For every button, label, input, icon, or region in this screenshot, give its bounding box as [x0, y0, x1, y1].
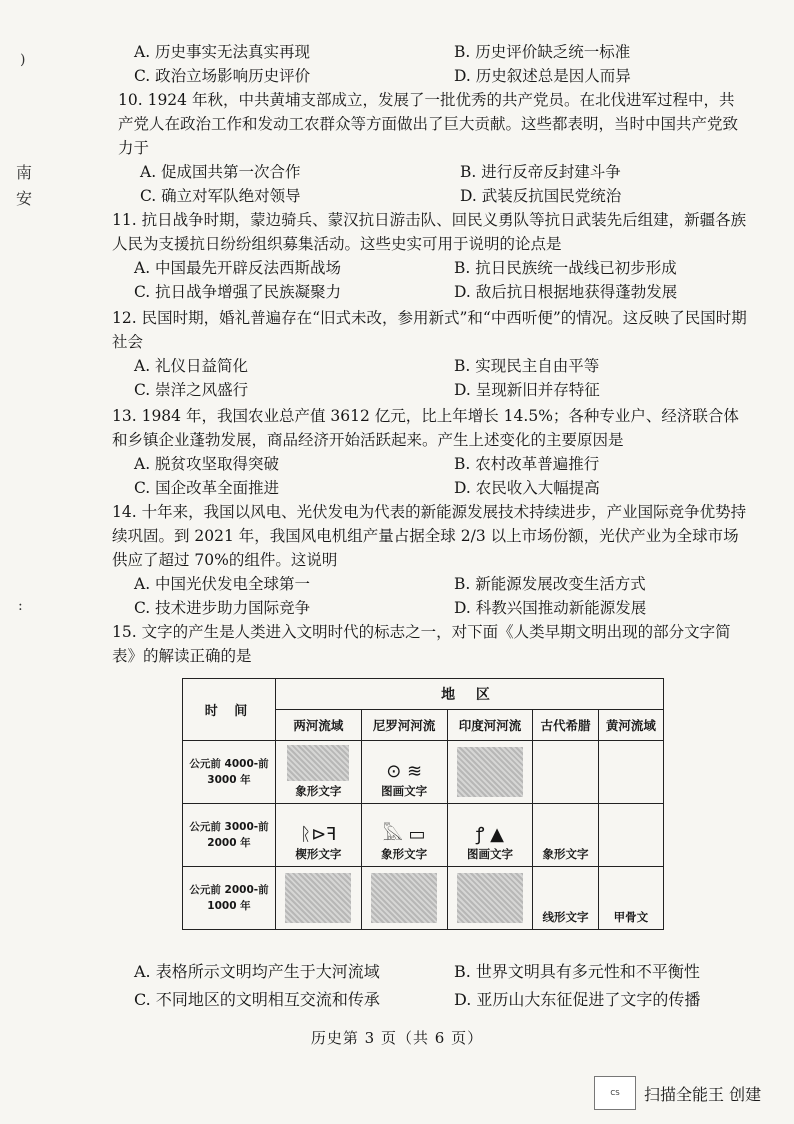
table-time-header: 时 间 [183, 679, 276, 741]
q12-stem: 12. 民国时期，婚礼普遍存在“旧式未改，参用新式”和“中西听便”的情况。这反映了民国时期社会 [112, 309, 747, 351]
q9-option-b[interactable]: B. 历史评价缺乏统一标准 [454, 43, 631, 61]
cell-label: 甲骨文 [613, 910, 649, 924]
table-cell [598, 804, 663, 867]
region-yellow-river: 黄河流域 [598, 710, 663, 741]
q15-option-a[interactable]: A. 表格所示文明均产生于大河流域 [134, 962, 380, 981]
table-cell [447, 804, 533, 867]
script-image [287, 745, 349, 781]
script-image [285, 873, 351, 923]
q9-option-c[interactable]: C. 政治立场影响历史评价 [134, 67, 311, 85]
cell-label [362, 925, 447, 929]
q11-stem: 11. 抗日战争时期，蒙边骑兵、蒙汉抗日游击队、回民义勇队等抗日武装先后组建，新疆各族人民为支援抗日纷纷组织募集活动。这些史实可用于说明的论点是 [112, 211, 747, 253]
q12-option-a[interactable]: A. 礼仪日益简化 [134, 357, 249, 375]
q12-option-c[interactable]: C. 崇洋之风盛行 [134, 381, 249, 399]
table-cell [361, 741, 447, 804]
cell-label: 象形文字 [381, 847, 428, 861]
hieroglyph-bird-icon: 𓅓 ▭ [382, 824, 426, 845]
pictograph-glyph-icon: ⊙ ≋ [386, 761, 423, 782]
q9-option-a[interactable]: A. 历史事实无法真实再现 [134, 43, 311, 61]
cell-label: 楔形文字 [295, 847, 342, 861]
q9-options [112, 40, 752, 88]
q14-option-a[interactable]: A. 中国光伏发电全球第一 [134, 575, 311, 593]
q10-option-b[interactable]: B. 进行反帝反封建斗争 [460, 163, 621, 181]
table-cell [598, 741, 663, 804]
table-cell [276, 804, 362, 867]
table-cell [533, 867, 598, 930]
cell-label [448, 799, 533, 803]
region-greece: 古代希腊 [533, 710, 598, 741]
q13-option-b[interactable]: B. 农村改革普遍推行 [454, 455, 600, 473]
q10-option-c[interactable]: C. 确立对军队绝对领导 [140, 187, 301, 205]
q14-option-d[interactable]: D. 科教兴国推动新能源发展 [454, 599, 647, 617]
question-15-options [112, 958, 752, 1014]
margin-mark: 安 [16, 189, 33, 208]
q10-option-d[interactable]: D. 武装反抗国民党统治 [460, 187, 622, 205]
table-cell [447, 741, 533, 804]
region-indus: 印度河河流 [447, 710, 533, 741]
q14-options [112, 572, 752, 620]
time-cell-row1: 公元前 4000-前 3000 年 [183, 741, 276, 804]
cell-label: 线形文字 [542, 910, 589, 924]
margin-mark: ) [20, 52, 26, 68]
q11-option-c[interactable]: C. 抗日战争增强了民族凝聚力 [134, 283, 342, 301]
table-region-header: 地 区 [276, 679, 664, 710]
table-cell [447, 867, 533, 930]
script-image [457, 873, 523, 923]
q12-option-b[interactable]: B. 实现民主自由平等 [454, 357, 600, 375]
time-cell-row2: 公元前 3000-前 2000 年 [183, 804, 276, 867]
question-14 [112, 500, 752, 620]
table-cell [276, 867, 362, 930]
q14-stem: 14. 十年来，我国以风电、光伏发电为代表的新能源发展技术持续进步，产业国际竞争优势持续巩固。到 2021 年，我国风电机组产量占据全球 2/3 以上市场份额，光伏产业为全球市场供应了超过 70%的组件。这说明 [112, 503, 747, 569]
table-cell [361, 804, 447, 867]
q12-option-d[interactable]: D. 呈现新旧并存特征 [454, 381, 600, 399]
q15-option-d[interactable]: D. 亚历山大东征促进了文字的传播 [454, 990, 701, 1009]
cell-label [599, 862, 663, 866]
scanner-logo-icon: CS [594, 1076, 636, 1110]
q13-option-d[interactable]: D. 农民收入大幅提高 [454, 479, 600, 497]
table-cell [533, 741, 598, 804]
q13-option-a[interactable]: A. 脱贫攻坚取得突破 [134, 455, 280, 473]
watermark-text: 扫描全能王 创建 [644, 1084, 762, 1104]
table-cell [276, 741, 362, 804]
q13-stem: 13. 1984 年，我国农业总产值 3612 亿元，比上年增长 14.5%；各种专业户、经济联合体和乡镇企业蓬勃发展，商品经济开始活跃起来。产生上述变化的主要原因是 [112, 407, 739, 449]
q10-options [118, 160, 746, 208]
table-cell [598, 867, 663, 930]
q10-option-a[interactable]: A. 促成国共第一次合作 [140, 163, 301, 181]
script-image [371, 873, 437, 923]
cuneiform-glyph-icon: ᚱ⊳ꟻ [300, 824, 337, 845]
q15-options [112, 958, 752, 1014]
region-nile: 尼罗河河流 [361, 710, 447, 741]
question-10 [118, 88, 746, 208]
q11-option-b[interactable]: B. 抗日民族统一战线已初步形成 [454, 259, 677, 277]
q12-options [112, 354, 752, 402]
cell-label: 图画文字 [381, 784, 428, 798]
q14-option-c[interactable]: C. 技术进步助力国际竞争 [134, 599, 311, 617]
q9-option-d[interactable]: D. 历史叙述总是因人而异 [454, 67, 631, 85]
q10-stem: 10. 1924 年秋，中共黄埔支部成立，发展了一批优秀的共产党员。在北伐进军过程中，共产党人在政治工作和发动工农群众等方面做出了巨大贡献。这些都表明，当时中国共产党致力于 [118, 91, 739, 157]
q15-option-b[interactable]: B. 世界文明具有多元性和不平衡性 [454, 962, 700, 981]
cell-label: 象形文字 [542, 847, 589, 861]
table-cell [533, 804, 598, 867]
q14-option-b[interactable]: B. 新能源发展改变生活方式 [454, 575, 646, 593]
page-footer: 历史第 3 页（共 6 页） [310, 1029, 484, 1047]
margin-mark: 南 [16, 163, 33, 182]
cell-label [276, 925, 361, 929]
q11-option-d[interactable]: D. 敌后抗日根据地获得蓬勃发展 [454, 283, 678, 301]
writing-systems-table [182, 678, 664, 930]
q15-stem: 15. 文字的产生是人类进入文明时代的标志之一，对下面《人类早期文明出现的部分文字简表》的解读正确的是 [112, 623, 731, 665]
script-image [457, 747, 523, 797]
question-15 [112, 620, 752, 668]
cell-label: 象形文字 [295, 784, 342, 798]
region-mesopotamia: 两河流域 [276, 710, 362, 741]
question-12 [112, 306, 752, 402]
q11-option-a[interactable]: A. 中国最先开辟反法西斯战场 [134, 259, 342, 277]
scanner-watermark [594, 1076, 784, 1110]
question-11 [112, 208, 752, 304]
question-9 [112, 40, 752, 88]
q11-options [112, 256, 752, 304]
table-cell [361, 867, 447, 930]
cell-label [533, 799, 597, 803]
cell-label [448, 925, 533, 929]
question-13 [112, 404, 752, 500]
q13-options [112, 452, 752, 500]
cell-label [599, 799, 663, 803]
q15-option-c[interactable]: C. 不同地区的文明相互交流和传承 [134, 990, 380, 1009]
cell-label: 图画文字 [466, 847, 513, 861]
q13-option-c[interactable]: C. 国企改革全面推进 [134, 479, 280, 497]
time-cell-row3: 公元前 2000-前 1000 年 [183, 867, 276, 930]
indus-glyph-icon: ꝭ ▲ [475, 824, 504, 845]
margin-mark: : [18, 598, 23, 614]
